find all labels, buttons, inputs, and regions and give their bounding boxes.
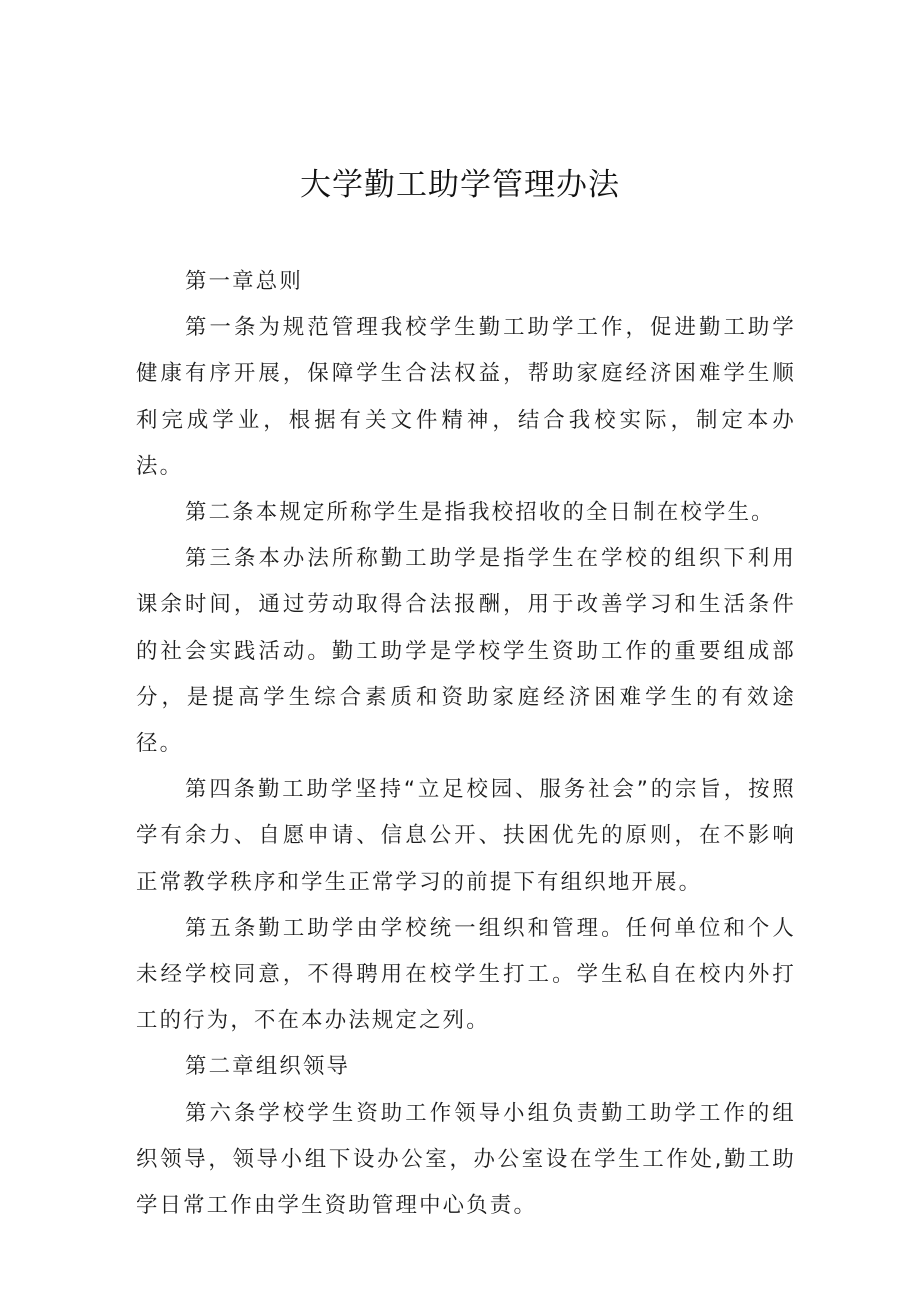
- document-title: 大学勤工助学管理办法: [300, 167, 620, 203]
- article-6: 第六条学校学生资助工作领导小组负责勤工助学工作的组织领导，领导小组下设办公室，办公室设在学生工作处,勤工助学日常工作由学生资助管理中心负责。: [136, 1100, 796, 1219]
- chapter-heading-1: 第一章总则: [185, 269, 303, 294]
- chapter-heading-2: 第二章组织领导: [185, 1054, 351, 1080]
- document-body: [136, 259, 796, 1229]
- article-1: 第一条为规范管理我校学生勤工助学工作，促进勤工助学健康有序开展，保障学生合法权益，帮助家庭经济困难学生顺利完成学业，根据有关文件精神，结合我校实际，制定本办法。: [136, 315, 796, 479]
- article-5: 第五条勤工助学由学校统一组织和管理。任何单位和个人未经学校同意，不得聘用在校学生打工。学生私自在校内外打工的行为，不在本办法规定之列。: [136, 915, 796, 1034]
- article-2: 第二条本规定所称学生是指我校招收的全日制在校学生。: [185, 500, 775, 526]
- article-3: 第三条本办法所称勤工助学是指学生在学校的组织下利用课余时间，通过劳动取得合法报酬，用于改善学习和生活条件的社会实践活动。勤工助学是学校学生资助工作的重要组成部分，是提高学生综合素质和资助家庭经济困难学生的有效途径。: [136, 546, 796, 757]
- article-4: 第四条勤工助学坚持“立足校园、服务社会”的宗旨，按照学有余力、自愿申请、信息公开、扶困优先的原则，在不影响正常教学秩序和学生正常学习的前提下有组织地开展。: [136, 777, 796, 895]
